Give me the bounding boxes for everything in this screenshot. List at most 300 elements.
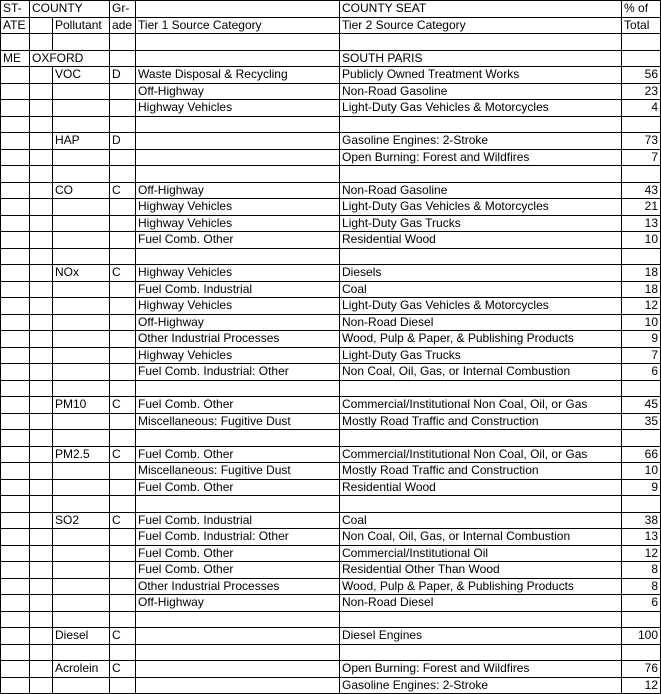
tier2-cell: Non Coal, Oil, Gas, or Internal Combustion <box>340 529 622 546</box>
blank-cell <box>30 166 53 183</box>
table-row <box>1 413 661 430</box>
blank-cell <box>1 182 30 199</box>
tier1-cell: Fuel Comb. Industrial: Other <box>136 529 340 546</box>
tier2-cell: Residential Wood <box>340 479 622 496</box>
blank-cell <box>30 364 53 381</box>
tier2-cell: Commercial/Institutional Non Coal, Oil, or Gas <box>340 446 622 463</box>
tier1-cell: Highway Vehicles <box>136 265 340 282</box>
pollutant-cell <box>53 314 110 331</box>
header-county-seat: COUNTY SEAT <box>340 1 622 18</box>
blank-cell <box>110 34 136 51</box>
state-cell: ME <box>1 50 30 67</box>
blank-cell <box>1 232 30 249</box>
tier2-cell: Residential Wood <box>340 232 622 249</box>
blank-cell <box>136 50 340 67</box>
pct-cell: 12 <box>622 298 661 315</box>
blank-cell <box>622 611 661 628</box>
blank-cell <box>30 479 53 496</box>
blank-row <box>1 248 661 265</box>
pct-cell: 10 <box>622 463 661 480</box>
blank-cell <box>622 166 661 183</box>
blank-cell <box>136 34 340 51</box>
tier1-cell: Highway Vehicles <box>136 199 340 216</box>
tier1-cell <box>136 628 340 645</box>
blank-cell <box>30 545 53 562</box>
pct-cell: 12 <box>622 677 661 694</box>
blank-cell <box>53 430 110 447</box>
grade-cell: C <box>110 265 136 282</box>
blank-cell <box>30 100 53 117</box>
blank-cell <box>30 595 53 612</box>
blank-cell <box>30 430 53 447</box>
pollutant-cell <box>53 232 110 249</box>
blank-cell <box>340 166 622 183</box>
table-row <box>1 463 661 480</box>
blank-cell <box>1 479 30 496</box>
pct-cell: 18 <box>622 281 661 298</box>
blank-cell <box>30 512 53 529</box>
blank-cell <box>1 446 30 463</box>
blank-cell <box>110 380 136 397</box>
blank-cell <box>1 380 30 397</box>
pct-cell: 7 <box>622 347 661 364</box>
tier2-cell: Diesels <box>340 265 622 282</box>
pollutant-cell: CO <box>53 182 110 199</box>
blank-row <box>1 430 661 447</box>
tier1-cell: Fuel Comb. Industrial <box>136 512 340 529</box>
header-tier2: Tier 2 Source Category <box>340 17 622 34</box>
table-row <box>1 298 661 315</box>
table-row <box>1 83 661 100</box>
blank-cell <box>1 149 30 166</box>
blank-cell <box>1 611 30 628</box>
blank-cell <box>622 644 661 661</box>
blank-cell <box>53 116 110 133</box>
grade-cell: C <box>110 628 136 645</box>
table-row <box>1 397 661 414</box>
grade-cell <box>110 562 136 579</box>
tier2-cell: Non-Road Gasoline <box>340 83 622 100</box>
pollutant-cell <box>53 331 110 348</box>
tier2-cell: Non-Road Gasoline <box>340 182 622 199</box>
pct-cell: 100 <box>622 628 661 645</box>
tier1-cell: Waste Disposal & Recycling <box>136 67 340 84</box>
tier1-cell <box>136 677 340 694</box>
pct-cell: 35 <box>622 413 661 430</box>
table-row <box>1 578 661 595</box>
blank-cell <box>622 430 661 447</box>
blank-cell <box>1 133 30 150</box>
tier2-cell: Open Burning: Forest and Wildfires <box>340 661 622 678</box>
header-row-2 <box>1 17 661 34</box>
blank-cell <box>1 644 30 661</box>
tier2-cell: Diesel Engines <box>340 628 622 645</box>
pct-cell: 10 <box>622 314 661 331</box>
pct-cell: 76 <box>622 661 661 678</box>
tier1-cell: Fuel Comb. Other <box>136 545 340 562</box>
grade-cell: C <box>110 661 136 678</box>
blank-cell <box>30 265 53 282</box>
blank-cell <box>30 644 53 661</box>
blank-cell <box>340 430 622 447</box>
blank-cell <box>1 430 30 447</box>
tier1-cell: Fuel Comb. Other <box>136 232 340 249</box>
blank-cell <box>340 644 622 661</box>
header-tier1: Tier 1 Source Category <box>136 17 340 34</box>
pollutant-cell <box>53 545 110 562</box>
tier1-cell: Off-Highway <box>136 314 340 331</box>
blank-cell <box>1 314 30 331</box>
tier1-cell: Fuel Comb. Other <box>136 446 340 463</box>
blank-cell <box>136 496 340 513</box>
blank-cell <box>53 380 110 397</box>
table-row <box>1 479 661 496</box>
tier2-cell: Open Burning: Forest and Wildfires <box>340 149 622 166</box>
grade-cell <box>110 149 136 166</box>
blank-cell <box>110 116 136 133</box>
pct-cell: 23 <box>622 83 661 100</box>
blank-cell <box>53 611 110 628</box>
blank-cell <box>110 50 136 67</box>
blank-cell <box>30 116 53 133</box>
blank-cell <box>30 677 53 694</box>
table-row <box>1 281 661 298</box>
blank-cell <box>1 397 30 414</box>
tier2-cell: Light-Duty Gas Vehicles & Motorcycles <box>340 199 622 216</box>
blank-cell <box>110 611 136 628</box>
header-tier1-top <box>136 1 340 18</box>
blank-cell <box>1 199 30 216</box>
grade-cell: C <box>110 397 136 414</box>
blank-cell <box>340 611 622 628</box>
header-county: COUNTY <box>30 1 110 18</box>
blank-cell <box>340 34 622 51</box>
table-row <box>1 562 661 579</box>
table-row <box>1 661 661 678</box>
tier1-cell <box>136 133 340 150</box>
table-row <box>1 314 661 331</box>
table-row <box>1 545 661 562</box>
table-row <box>1 215 661 232</box>
grade-cell <box>110 595 136 612</box>
grade-cell <box>110 578 136 595</box>
blank-cell <box>136 248 340 265</box>
county-cell: OXFORD <box>30 50 110 67</box>
pct-cell: 21 <box>622 199 661 216</box>
blank-cell <box>30 149 53 166</box>
pollutant-cell <box>53 347 110 364</box>
blank-cell <box>30 661 53 678</box>
header-row-1 <box>1 1 661 18</box>
tier2-cell: Gasoline Engines: 2-Stroke <box>340 677 622 694</box>
grade-cell: C <box>110 182 136 199</box>
blank-cell <box>136 430 340 447</box>
blank-cell <box>1 578 30 595</box>
pollutant-cell <box>53 578 110 595</box>
blank-cell <box>136 611 340 628</box>
blank-cell <box>1 298 30 315</box>
blank-cell <box>1 628 30 645</box>
pct-cell: 9 <box>622 479 661 496</box>
pct-cell: 12 <box>622 545 661 562</box>
blank-cell <box>110 430 136 447</box>
pollutant-cell <box>53 595 110 612</box>
pollutant-cell <box>53 100 110 117</box>
grade-cell: C <box>110 512 136 529</box>
blank-cell <box>30 413 53 430</box>
blank-cell <box>1 67 30 84</box>
table-row <box>1 512 661 529</box>
grade-cell <box>110 463 136 480</box>
blank-cell <box>30 397 53 414</box>
table-row <box>1 364 661 381</box>
blank-cell <box>1 661 30 678</box>
blank-cell <box>1 265 30 282</box>
blank-cell <box>1 364 30 381</box>
tier2-cell: Commercial/Institutional Oil <box>340 545 622 562</box>
blank-cell <box>30 446 53 463</box>
pct-cell: 8 <box>622 562 661 579</box>
blank-cell <box>53 248 110 265</box>
pct-cell: 66 <box>622 446 661 463</box>
pct-cell: 56 <box>622 67 661 84</box>
table-row <box>1 446 661 463</box>
blank-cell <box>110 248 136 265</box>
blank-row <box>1 611 661 628</box>
grade-cell <box>110 413 136 430</box>
blank-cell <box>30 182 53 199</box>
pollutant-cell: VOC <box>53 67 110 84</box>
tier2-cell: Coal <box>340 281 622 298</box>
blank-cell <box>30 199 53 216</box>
header-pct-bottom: Total <box>622 17 661 34</box>
blank-cell <box>30 232 53 249</box>
tier1-cell: Highway Vehicles <box>136 347 340 364</box>
blank-cell <box>1 116 30 133</box>
pct-cell: 4 <box>622 100 661 117</box>
pct-cell: 6 <box>622 595 661 612</box>
grade-cell <box>110 100 136 117</box>
tier2-cell: Light-Duty Gas Trucks <box>340 215 622 232</box>
blank-row <box>1 496 661 513</box>
blank-cell <box>1 545 30 562</box>
blank-cell <box>1 595 30 612</box>
tier1-cell: Fuel Comb. Industrial: Other <box>136 364 340 381</box>
blank-cell <box>30 496 53 513</box>
pollutant-cell <box>53 199 110 216</box>
blank-cell <box>30 529 53 546</box>
pct-cell: 73 <box>622 133 661 150</box>
table-row <box>1 133 661 150</box>
grade-cell <box>110 83 136 100</box>
grade-cell <box>110 347 136 364</box>
header-grade-top: Gr- <box>110 1 136 18</box>
blank-cell <box>1 166 30 183</box>
tier1-cell: Off-Highway <box>136 182 340 199</box>
grade-cell <box>110 232 136 249</box>
tier1-cell: Highway Vehicles <box>136 215 340 232</box>
tier1-cell: Highway Vehicles <box>136 298 340 315</box>
grade-cell <box>110 529 136 546</box>
blank-cell <box>30 380 53 397</box>
grade-cell <box>110 677 136 694</box>
blank-cell <box>1 248 30 265</box>
blank-cell <box>622 50 661 67</box>
pct-cell: 43 <box>622 182 661 199</box>
blank-row <box>1 380 661 397</box>
blank-cell <box>30 133 53 150</box>
blank-cell <box>30 314 53 331</box>
table-row <box>1 677 661 694</box>
grade-cell <box>110 545 136 562</box>
tier2-cell: Non Coal, Oil, Gas, or Internal Combustion <box>340 364 622 381</box>
grade-cell <box>110 298 136 315</box>
blank-cell <box>1 677 30 694</box>
grade-cell <box>110 281 136 298</box>
pct-cell: 8 <box>622 578 661 595</box>
header-state-bottom: ATE <box>1 17 30 34</box>
blank-cell <box>1 34 30 51</box>
grade-cell: D <box>110 133 136 150</box>
pct-cell: 9 <box>622 331 661 348</box>
header-state-top: ST- <box>1 1 30 18</box>
grade-cell <box>110 331 136 348</box>
pollutant-cell <box>53 463 110 480</box>
pollutant-cell <box>53 83 110 100</box>
blank-cell <box>30 463 53 480</box>
blank-cell <box>1 413 30 430</box>
pollutant-cell: Acrolein <box>53 661 110 678</box>
table-row <box>1 265 661 282</box>
table-row <box>1 595 661 612</box>
blank-cell <box>1 529 30 546</box>
tier2-cell: Gasoline Engines: 2-Stroke <box>340 133 622 150</box>
tier2-cell: Light-Duty Gas Trucks <box>340 347 622 364</box>
tier1-cell: Miscellaneous: Fugitive Dust <box>136 413 340 430</box>
tier2-cell: Wood, Pulp & Paper, & Publishing Products <box>340 578 622 595</box>
blank-cell <box>110 166 136 183</box>
blank-cell <box>136 644 340 661</box>
table-row <box>1 628 661 645</box>
pollutant-cell <box>53 562 110 579</box>
tier2-cell: Publicly Owned Treatment Works <box>340 67 622 84</box>
tier2-cell: Light-Duty Gas Vehicles & Motorcycles <box>340 100 622 117</box>
blank-cell <box>136 380 340 397</box>
tier1-cell: Other Industrial Processes <box>136 331 340 348</box>
pollutant-cell <box>53 281 110 298</box>
tier2-cell: Mostly Road Traffic and Construction <box>340 463 622 480</box>
pollutant-cell <box>53 215 110 232</box>
blank-cell <box>30 67 53 84</box>
pollutant-cell <box>53 364 110 381</box>
blank-cell <box>110 496 136 513</box>
blank-cell <box>136 166 340 183</box>
blank-cell <box>622 496 661 513</box>
tier1-cell: Fuel Comb. Other <box>136 397 340 414</box>
grade-cell: D <box>110 67 136 84</box>
blank-cell <box>1 281 30 298</box>
grade-cell <box>110 479 136 496</box>
blank-cell <box>30 331 53 348</box>
table-row <box>1 67 661 84</box>
blank-cell <box>1 463 30 480</box>
blank-row <box>1 644 661 661</box>
pollutant-cell: SO2 <box>53 512 110 529</box>
grade-cell <box>110 314 136 331</box>
grade-cell <box>110 199 136 216</box>
pollutant-cell <box>53 677 110 694</box>
location-row <box>1 50 661 67</box>
blank-cell <box>622 34 661 51</box>
pct-cell: 18 <box>622 265 661 282</box>
table-row <box>1 331 661 348</box>
tier1-cell: Other Industrial Processes <box>136 578 340 595</box>
blank-cell <box>136 116 340 133</box>
blank-cell <box>1 347 30 364</box>
pct-cell: 6 <box>622 364 661 381</box>
pct-cell: 13 <box>622 529 661 546</box>
blank-cell <box>1 496 30 513</box>
table-row <box>1 100 661 117</box>
blank-cell <box>30 34 53 51</box>
table-row <box>1 149 661 166</box>
blank-cell <box>1 100 30 117</box>
pollutant-cell: HAP <box>53 133 110 150</box>
tier1-cell: Fuel Comb. Other <box>136 562 340 579</box>
blank-cell <box>1 215 30 232</box>
header-pct-top: % of <box>622 1 661 18</box>
blank-cell <box>53 644 110 661</box>
tier1-cell: Fuel Comb. Other <box>136 479 340 496</box>
pct-cell: 10 <box>622 232 661 249</box>
pollutant-cell: PM2.5 <box>53 446 110 463</box>
table-row <box>1 347 661 364</box>
header-pollutant: Pollutant <box>53 17 110 34</box>
blank-cell <box>340 248 622 265</box>
blank-cell <box>340 496 622 513</box>
blank-cell <box>30 248 53 265</box>
blank-cell <box>30 347 53 364</box>
tier2-cell: Mostly Road Traffic and Construction <box>340 413 622 430</box>
blank-cell <box>53 166 110 183</box>
blank-cell <box>340 116 622 133</box>
blank-row <box>1 116 661 133</box>
pollutant-cell: PM10 <box>53 397 110 414</box>
blank-cell <box>53 496 110 513</box>
pollutant-cell <box>53 149 110 166</box>
blank-cell <box>53 34 110 51</box>
blank-cell <box>30 611 53 628</box>
tier2-cell: Commercial/Institutional Non Coal, Oil, or Gas <box>340 397 622 414</box>
blank-cell <box>1 83 30 100</box>
grade-cell <box>110 215 136 232</box>
blank-cell <box>30 578 53 595</box>
tier1-cell: Off-Highway <box>136 595 340 612</box>
tier1-cell: Off-Highway <box>136 83 340 100</box>
table-row <box>1 529 661 546</box>
tier1-cell <box>136 661 340 678</box>
pct-cell: 13 <box>622 215 661 232</box>
grade-cell <box>110 364 136 381</box>
tier2-cell: Light-Duty Gas Vehicles & Motorcycles <box>340 298 622 315</box>
tier2-cell: Residential Other Than Wood <box>340 562 622 579</box>
table-row <box>1 182 661 199</box>
tier2-cell: Non-Road Diesel <box>340 595 622 612</box>
pct-cell: 7 <box>622 149 661 166</box>
pollutant-cell: Diesel <box>53 628 110 645</box>
pollutant-cell <box>53 298 110 315</box>
tier1-cell: Miscellaneous: Fugitive Dust <box>136 463 340 480</box>
